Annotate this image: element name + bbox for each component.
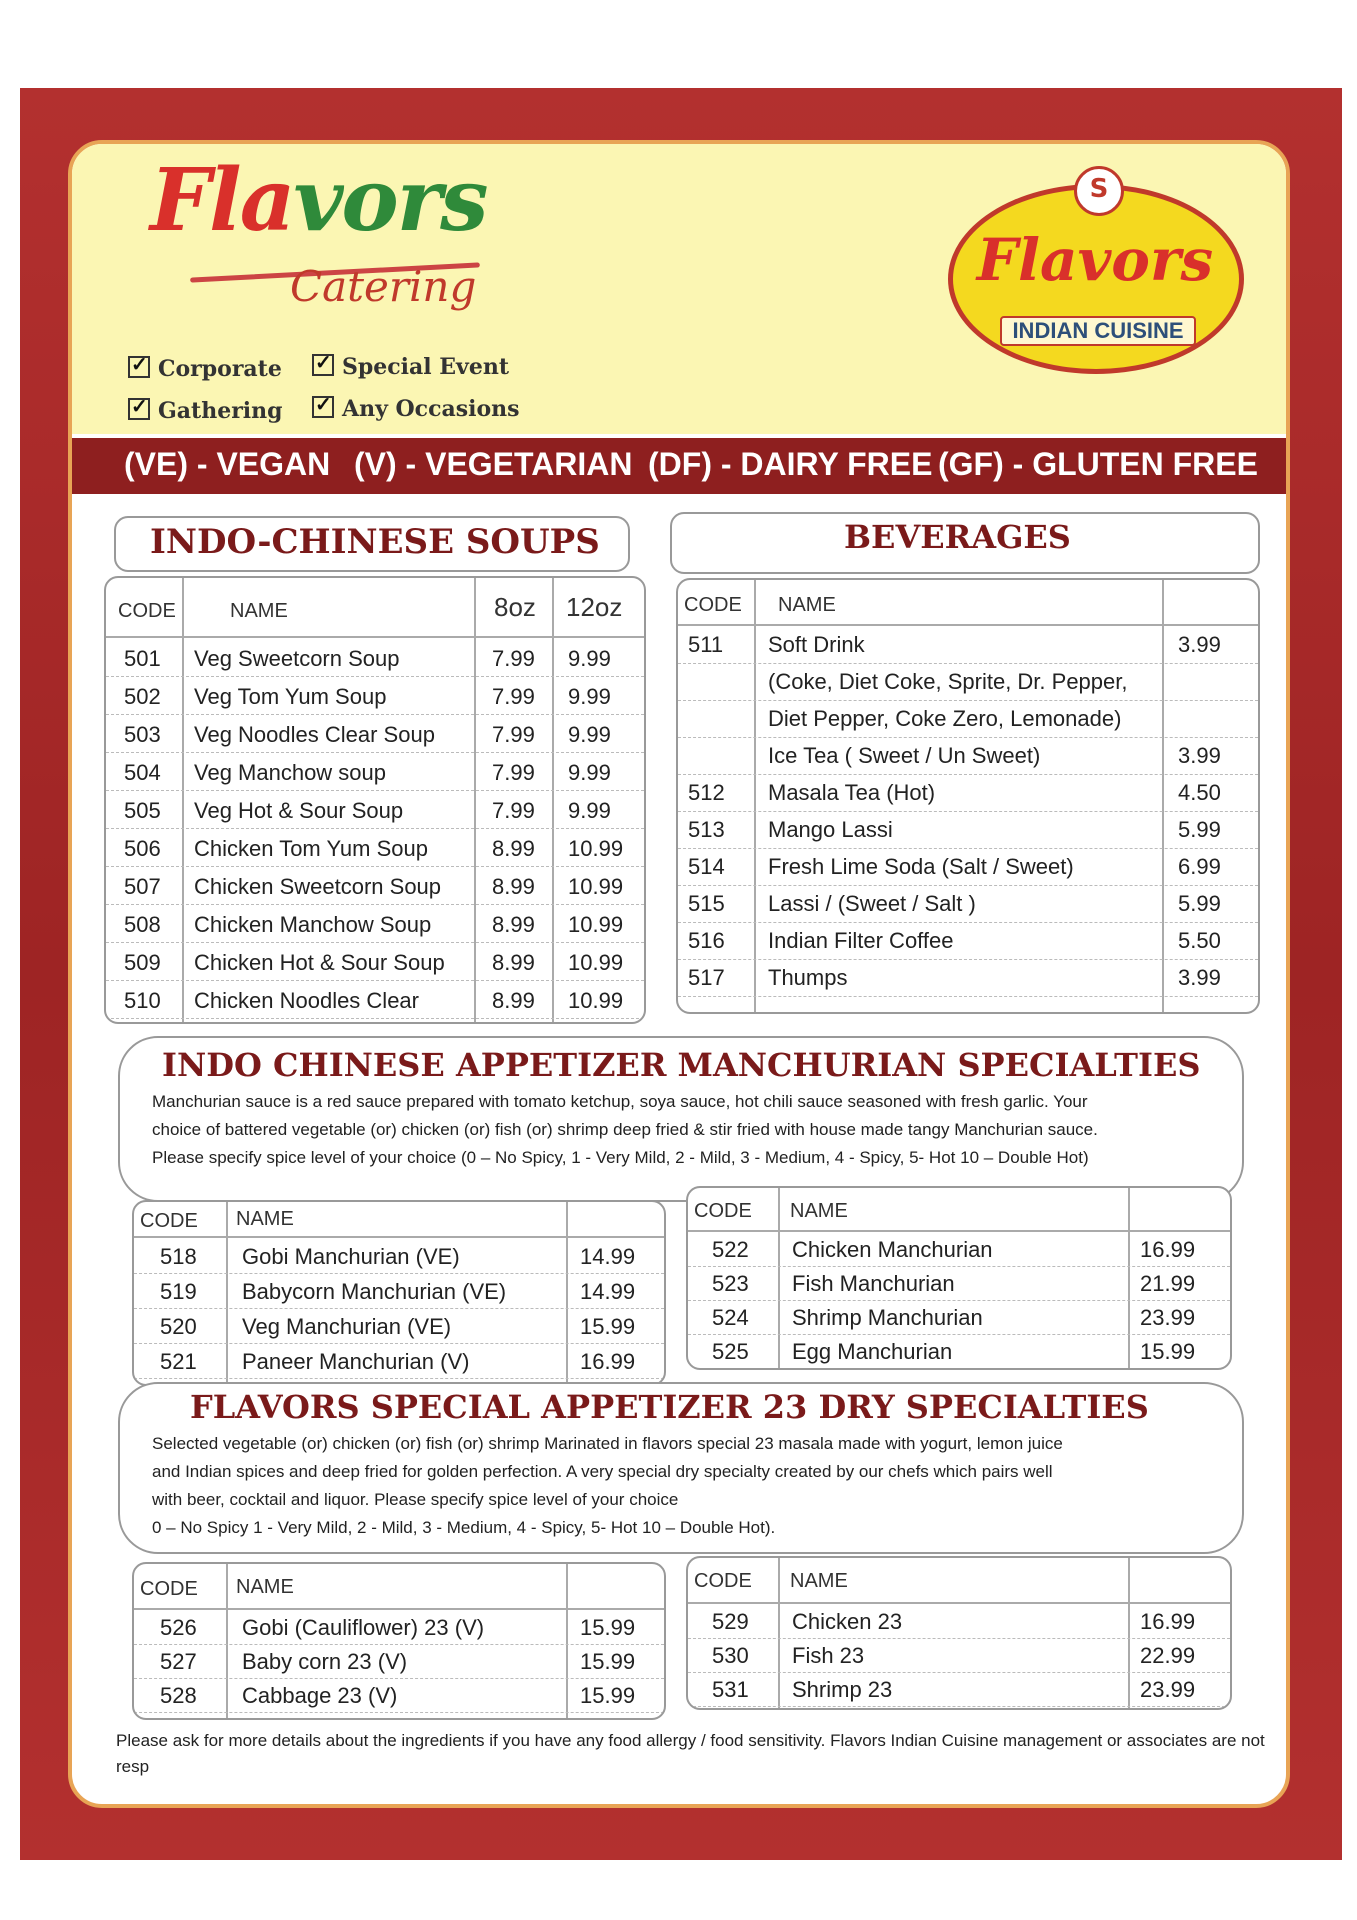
item-code: 519 — [160, 1279, 197, 1304]
item-name: Indian Filter Coffee — [768, 928, 954, 953]
menu-item-row — [106, 790, 644, 829]
item-price: 5.50 — [1178, 928, 1221, 953]
checkbox-icon — [312, 354, 334, 376]
menu-item-row — [678, 885, 1258, 923]
menu-item-row — [106, 980, 644, 1019]
menu-item-row — [688, 1604, 1230, 1639]
item-name: Thumps — [768, 965, 848, 990]
manchurian-veg-table — [132, 1200, 666, 1386]
item-price: 3.99 — [1178, 632, 1221, 657]
item-price-12oz: 10.99 — [568, 950, 624, 975]
item-name: Cabbage 23 (V) — [242, 1683, 398, 1708]
item-price-12oz: 10.99 — [568, 988, 624, 1013]
item-name: Chicken 23 — [792, 1609, 903, 1634]
item-code: 509 — [124, 950, 161, 975]
item-price-8oz: 8.99 — [492, 874, 535, 899]
manchurian-nonveg-table — [686, 1186, 1232, 1370]
item-price-12oz: 9.99 — [568, 722, 611, 747]
item-name: Egg Manchurian — [792, 1339, 953, 1364]
item-name: (Coke, Diet Coke, Sprite, Dr. Pepper, — [768, 669, 1128, 694]
item-name: Gobi Manchurian (VE) — [242, 1244, 460, 1269]
item-code: 517 — [688, 965, 725, 990]
item-price: 16.99 — [1140, 1237, 1196, 1262]
item-code: 504 — [124, 760, 161, 785]
item-price-12oz: 9.99 — [568, 646, 611, 671]
menu-item-row — [678, 922, 1258, 960]
item-name: Mango Lassi — [768, 817, 893, 842]
item-price: 14.99 — [580, 1244, 636, 1269]
item-name: Shrimp 23 — [792, 1677, 893, 1702]
logo-subtitle: INDIAN CUISINE — [1000, 316, 1196, 346]
menu-item-row — [678, 626, 1258, 664]
item-name: Fresh Lime Soda (Salt / Sweet) — [768, 854, 1074, 879]
beverages-name-header: NAME — [778, 594, 836, 616]
item-name: Veg Manchurian (VE) — [242, 1314, 452, 1339]
soups-code-header: CODE — [118, 600, 176, 622]
item-price: 22.99 — [1140, 1643, 1196, 1668]
item-code: 528 — [160, 1683, 197, 1708]
menu-item-row — [134, 1273, 664, 1309]
beverages-title: BEVERAGES — [844, 518, 1071, 556]
check-gathering: ✓Gathering — [128, 398, 283, 424]
check-special-event: ✓ Special Event — [312, 354, 509, 380]
item-name: Lassi / (Sweet / Salt ) — [768, 891, 976, 916]
check-corporate: ✓Corporate — [128, 356, 282, 382]
checkbox-icon — [128, 398, 150, 420]
item-name: Fish 23 — [792, 1643, 865, 1668]
item-price-12oz: 9.99 — [568, 760, 611, 785]
menu-item-row — [678, 737, 1258, 775]
legend-dairy-free: (DF) - DAIRY FREE — [648, 446, 933, 482]
item-price: 15.99 — [580, 1314, 636, 1339]
item-price: 16.99 — [580, 1349, 636, 1374]
item-name: Chicken Sweetcorn Soup — [194, 874, 442, 899]
catering-brand — [150, 150, 500, 330]
item-code: 529 — [712, 1609, 749, 1634]
item-code: 520 — [160, 1314, 197, 1339]
item-price: 6.99 — [1178, 854, 1221, 879]
manchurian-description: Manchurian sauce is a red sauce prepared with tomato ketchup, soya sauce, hot chili sauce seasoned with fresh garlic. Your choice of battered vegetable (or) chicken (or) fish (or) shrimp deep fried & stir fried with house made tangy Manchurian sauce. Please specify spice level of your choice (0 – No Spicy, 1 - Very Mild, 2 - Mild, 3 - Medium, 4 - Spicy, 5- Hot 10 – Double Hot) — [152, 1092, 1098, 1167]
menu-item-row — [688, 1672, 1230, 1707]
item-code: 521 — [160, 1349, 197, 1374]
menu-item-row — [134, 1644, 664, 1679]
menu-item-row — [134, 1238, 664, 1274]
manchurian-right-code-header: CODE — [694, 1200, 752, 1222]
checkbox-icon — [128, 356, 150, 378]
menu-item-row — [134, 1610, 664, 1645]
item-name: Chicken Hot & Sour Soup — [194, 950, 445, 975]
menu-item-row — [688, 1300, 1230, 1335]
item-code: 522 — [712, 1237, 749, 1262]
beverages-code-header: CODE — [684, 594, 742, 616]
item-price: 21.99 — [1140, 1271, 1196, 1296]
item-code: 511 — [688, 632, 724, 657]
dry23-veg-table — [132, 1562, 666, 1720]
soups-name-header: NAME — [230, 600, 288, 622]
item-code: 531 — [712, 1677, 749, 1702]
item-code: 501 — [124, 646, 161, 671]
item-name: Chicken Tom Yum Soup — [194, 836, 428, 861]
menu-item-row — [688, 1232, 1230, 1267]
dry23-title: FLAVORS SPECIAL APPETIZER 23 DRY SPECIALTIES — [190, 1388, 1149, 1426]
menu-item-row — [678, 811, 1258, 849]
item-price-12oz: 9.99 — [568, 798, 611, 823]
item-code: 514 — [688, 854, 725, 879]
item-code: 507 — [124, 874, 161, 899]
item-name: Ice Tea ( Sweet / Un Sweet) — [768, 743, 1041, 768]
manchurian-title: INDO CHINESE APPETIZER MANCHURIAN SPECIALTIES — [162, 1046, 1201, 1084]
menu-item-row — [688, 1334, 1230, 1369]
item-code: 513 — [688, 817, 725, 842]
item-price: 14.99 — [580, 1279, 636, 1304]
item-code: 508 — [124, 912, 161, 937]
item-name: Chicken Noodles Clear — [194, 988, 419, 1013]
item-price: 15.99 — [580, 1649, 636, 1674]
item-code: 524 — [712, 1305, 749, 1330]
legend-vegetarian: (V) - VEGETARIAN — [354, 446, 633, 482]
item-price-8oz: 7.99 — [492, 722, 535, 747]
menu-item-row — [106, 866, 644, 905]
menu-item-row — [106, 752, 644, 791]
dry23-left-name-header: NAME — [236, 1576, 294, 1598]
soups-table — [104, 576, 646, 1024]
legend-vegan: (VE) - VEGAN — [124, 446, 331, 482]
item-name: Soft Drink — [768, 632, 865, 657]
item-price-12oz: 10.99 — [568, 874, 624, 899]
item-name: Babycorn Manchurian (VE) — [242, 1279, 507, 1304]
item-code: 523 — [712, 1271, 749, 1296]
dry23-description: Selected vegetable (or) chicken (or) fish (or) shrimp Marinated in flavors special 23 masala made with yogurt, lemon juice and Indian spices and deep fried for golden perfection. A very special dry specialty created by our chefs which pairs well with beer, cocktail and liquor. Please specify spice level of your choice 0 – No Spicy 1 - Very Mild, 2 - Mild, 3 - Medium, 4 - Spicy, 5- Hot 10 – Double Hot). — [152, 1434, 1063, 1537]
logo-name: Flavors — [976, 226, 1214, 294]
menu-item-row — [106, 904, 644, 943]
item-price: 23.99 — [1140, 1305, 1196, 1330]
item-code: 516 — [688, 928, 725, 953]
item-price-8oz: 8.99 — [492, 988, 535, 1013]
item-price: 15.99 — [580, 1683, 636, 1708]
menu-item-row — [678, 848, 1258, 886]
item-code: 510 — [124, 988, 161, 1013]
item-code: 525 — [712, 1339, 749, 1364]
item-name: Veg Manchow soup — [194, 760, 387, 785]
item-name: Gobi (Cauliflower) 23 (V) — [242, 1615, 485, 1640]
checkbox-icon — [312, 396, 334, 418]
diet-legend — [72, 438, 1286, 494]
restaurant-logo — [948, 164, 1248, 384]
menu-item-row — [678, 774, 1258, 812]
item-name: Masala Tea (Hot) — [768, 780, 936, 805]
item-name: Paneer Manchurian (V) — [242, 1349, 470, 1374]
item-price: 5.99 — [1178, 817, 1221, 842]
item-name: Fish Manchurian — [792, 1271, 955, 1296]
dry23-nonveg-table — [686, 1556, 1232, 1710]
item-price: 23.99 — [1140, 1677, 1196, 1702]
item-price-8oz: 8.99 — [492, 836, 535, 861]
item-name: Veg Tom Yum Soup — [194, 684, 387, 709]
item-code: 515 — [688, 891, 725, 916]
item-price: 4.50 — [1178, 780, 1221, 805]
item-code: 512 — [688, 780, 725, 805]
menu-item-row — [678, 959, 1258, 997]
soups-12oz-header: 12oz — [566, 592, 623, 622]
item-name: Veg Hot & Sour Soup — [194, 798, 404, 823]
menu-item-row — [688, 1638, 1230, 1673]
logo-mark-icon: S — [1074, 166, 1124, 216]
item-price-8oz: 7.99 — [492, 798, 535, 823]
menu-item-row — [678, 663, 1258, 701]
soups-8oz-header: 8oz — [494, 592, 536, 622]
item-price: 3.99 — [1178, 743, 1221, 768]
item-price: 5.99 — [1178, 891, 1221, 916]
dry23-right-code-header: CODE — [694, 1570, 752, 1592]
soups-title: INDO-CHINESE SOUPS — [150, 522, 600, 562]
item-name: Diet Pepper, Coke Zero, Lemonade) — [768, 706, 1122, 731]
menu-item-row — [134, 1343, 664, 1379]
manchurian-left-code-header: CODE — [140, 1210, 198, 1232]
dry23-left-code-header: CODE — [140, 1578, 198, 1600]
item-price: 15.99 — [580, 1615, 636, 1640]
item-price-12oz: 9.99 — [568, 684, 611, 709]
item-name: Shrimp Manchurian — [792, 1305, 983, 1330]
item-price-8oz: 8.99 — [492, 950, 535, 975]
menu-item-row — [106, 638, 644, 677]
menu-item-row — [678, 700, 1258, 738]
item-name: Veg Noodles Clear Soup — [194, 722, 435, 747]
item-code: 502 — [124, 684, 161, 709]
item-price-8oz: 7.99 — [492, 760, 535, 785]
item-code: 526 — [160, 1615, 197, 1640]
item-price-12oz: 10.99 — [568, 912, 624, 937]
menu-item-row — [688, 1266, 1230, 1301]
item-code: 530 — [712, 1643, 749, 1668]
item-code: 527 — [160, 1649, 197, 1674]
item-code: 505 — [124, 798, 161, 823]
brand-subtitle: Catering — [290, 262, 477, 311]
brand-name: Flavors — [150, 150, 487, 251]
menu-item-row — [106, 714, 644, 753]
menu-item-row — [134, 1678, 664, 1713]
menu-item-row — [134, 1308, 664, 1344]
item-price: 15.99 — [1140, 1339, 1196, 1364]
item-code: 503 — [124, 722, 161, 747]
allergy-note: Please ask for more details about the ingredients if you have any food allergy / food sensitivity. Flavors Indian Cuisine management or associates are not resp — [116, 1731, 1265, 1776]
manchurian-left-name-header: NAME — [236, 1208, 294, 1230]
manchurian-right-name-header: NAME — [790, 1200, 848, 1222]
beverages-table — [676, 578, 1260, 1014]
item-code: 518 — [160, 1244, 197, 1269]
item-price-12oz: 10.99 — [568, 836, 624, 861]
dry23-right-name-header: NAME — [790, 1570, 848, 1592]
menu-item-row — [106, 942, 644, 981]
item-code: 506 — [124, 836, 161, 861]
item-price: 16.99 — [1140, 1609, 1196, 1634]
item-price: 3.99 — [1178, 965, 1221, 990]
legend-gluten-free: (GF) - GLUTEN FREE — [938, 446, 1258, 482]
check-any-occasions: ✓ Any Occasions — [312, 396, 520, 422]
item-name: Chicken Manchurian — [792, 1237, 993, 1262]
item-name: Chicken Manchow Soup — [194, 912, 432, 937]
item-name: Veg Sweetcorn Soup — [194, 646, 400, 671]
menu-item-row — [106, 828, 644, 867]
item-price-8oz: 7.99 — [492, 684, 535, 709]
item-name: Baby corn 23 (V) — [242, 1649, 408, 1674]
item-price-8oz: 8.99 — [492, 912, 535, 937]
item-price-8oz: 7.99 — [492, 646, 535, 671]
menu-item-row — [106, 676, 644, 715]
